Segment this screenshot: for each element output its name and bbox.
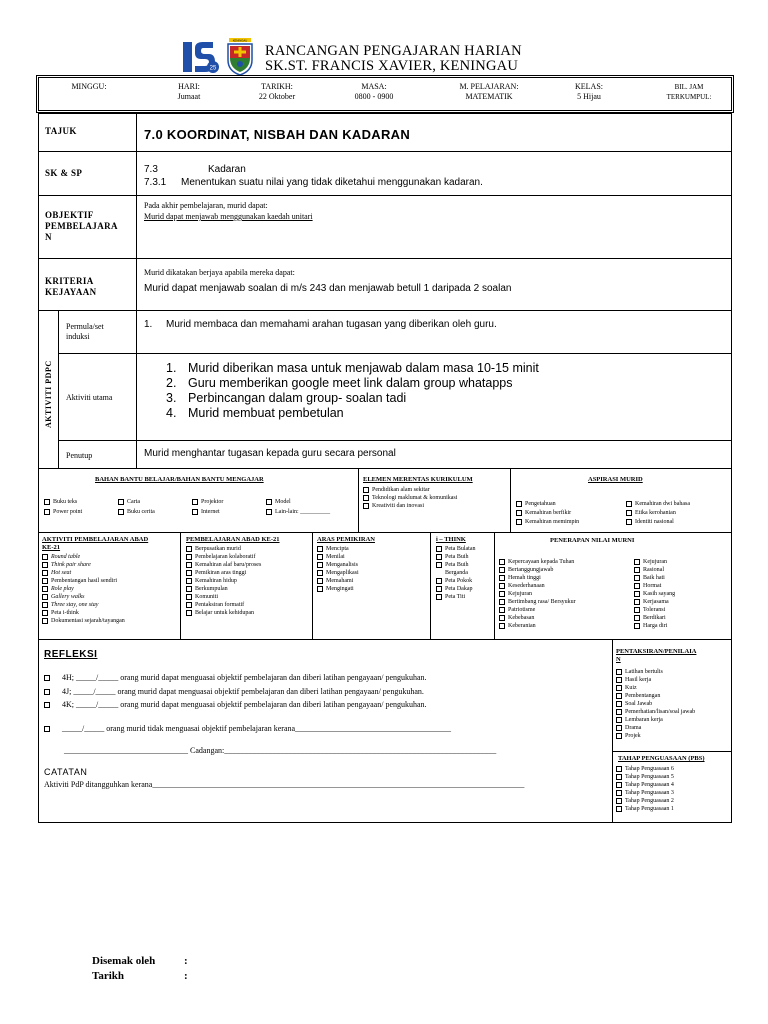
permulaan-label-line-2: induksi: [66, 332, 90, 341]
tajuk-label: TAJUK: [45, 126, 77, 136]
bbm-list: [44, 498, 354, 516]
pentaksiran-title: [616, 648, 696, 664]
minggu-cell: [59, 82, 119, 92]
meta-row: [38, 77, 732, 111]
pentaksiran-item[interactable]: Kuiz: [616, 684, 695, 692]
school-crest: [225, 38, 255, 76]
tarikh-cell: [247, 82, 307, 102]
nilai-item[interactable]: Kerjasama: [634, 598, 675, 606]
kelas-cell: [559, 82, 619, 102]
kriteria-intro: Murid dikatakan berjaya apabila mereka dapat:: [144, 268, 295, 277]
disemak-colon: :: [184, 955, 188, 967]
pentaksiran-item[interactable]: Soal Jawab: [616, 700, 695, 708]
aspirasi-item[interactable]: Etika kerohanian: [626, 509, 726, 517]
catatan-label: CATATAN: [44, 767, 88, 777]
ithink-title: i – THINK: [436, 536, 466, 543]
nilai-title: PENERAPAN NILAI MURNI: [550, 537, 635, 544]
tp-item[interactable]: Tahap Penguasaan 1: [616, 805, 674, 813]
pentaksiran-list: [616, 668, 695, 740]
pentaksiran-title-line-2: N: [616, 656, 621, 663]
nilai-right-list: [634, 558, 675, 630]
nilai-item[interactable]: Kejujuran: [499, 590, 576, 598]
hari-value: Jumaat: [177, 92, 201, 101]
penutup-text: Murid menghantar tugasan kepada guru secara personal: [144, 448, 396, 459]
aspirasi-item[interactable]: Kemahiran dwi bahasa: [626, 500, 726, 508]
nilai-left-list: [499, 558, 576, 630]
emk-title: ELEMEN MERENTAS KURIKULUM: [363, 476, 473, 483]
abad21-activity-item[interactable]: Gallery walks: [42, 593, 125, 601]
ithink-item[interactable]: Peta Titi: [436, 593, 476, 601]
aras-list: [317, 545, 359, 593]
pentaksiran-title-line-1: PENTAKSIRAN/PENILAIA: [616, 648, 697, 655]
abad21-activity-item[interactable]: Dokumentasi sejarah/tayangan: [42, 617, 125, 625]
tp-item[interactable]: Tahap Penguasaan 3: [616, 789, 674, 797]
emk-item[interactable]: Kreativiti dan inovasi: [363, 502, 457, 510]
aktiviti-utama-item: [166, 361, 539, 376]
kriteria-label-line-2: KEJAYAAN: [45, 287, 97, 297]
hari-cell: [159, 82, 219, 102]
sp-text: Menentukan suatu nilai yang tidak diketahui menggunakan kadaran.: [181, 177, 483, 188]
nilai-item[interactable]: Kebebasan: [499, 614, 576, 622]
aras-item[interactable]: Menilai: [317, 553, 359, 561]
tarikh-label: TARIKH:: [261, 82, 293, 91]
sksp-label: SK & SP: [45, 168, 83, 178]
nilai-item[interactable]: Rasional: [634, 566, 675, 574]
item-text: Guru memberikan google meet link dalam group whatapps: [188, 376, 513, 390]
minggu-label: MINGGU:: [71, 82, 107, 91]
nilai-item[interactable]: Kejujuran: [634, 558, 675, 566]
aspirasi-item[interactable]: Kemahiran memimpin: [516, 518, 626, 526]
abad21-activity-list: [42, 553, 125, 625]
tp-item[interactable]: Tahap Penguasaan 5: [616, 773, 674, 781]
aras-item[interactable]: Mengaplikasi: [317, 569, 359, 577]
pentaksiran-item[interactable]: Lembaran kerja: [616, 716, 695, 724]
disemak-label: Disemak oleh: [92, 955, 156, 967]
nilai-item[interactable]: Hemah tinggi: [499, 574, 576, 582]
nilai-item[interactable]: Baik hati: [634, 574, 675, 582]
permulaan-label: [66, 322, 104, 342]
abad21-item[interactable]: Belajar untuk kehidupan: [186, 609, 261, 617]
kriteria-label: [45, 276, 97, 298]
permulaan-number: 1.: [144, 319, 153, 330]
page-title-line-2: SK.ST. FRANCIS XAVIER, KENINGAU: [265, 58, 518, 74]
abad21-list: [186, 545, 261, 617]
abad21-activity-title-line-2: KE-21: [42, 544, 61, 551]
ithink-item[interactable]: Peta Buih: [436, 561, 476, 569]
aktiviti-utama-item: [166, 376, 539, 391]
abad21-item[interactable]: Pentaksiran formatif: [186, 601, 261, 609]
nilai-item[interactable]: Berdikari: [634, 614, 675, 622]
item-number: 2.: [166, 376, 177, 390]
permulaan-text: Murid membaca dan memahami arahan tugasan yang diberikan oleh guru.: [166, 319, 497, 330]
abad21-activity-title: [42, 536, 148, 552]
masa-value: 0800 - 0900: [354, 92, 394, 101]
aspirasi-item[interactable]: Pengetahuan: [516, 500, 626, 508]
bbm-item[interactable]: Buku cerita: [118, 508, 192, 516]
abad21-activity-item[interactable]: Pembentangan hasil sendiri: [42, 577, 125, 585]
aras-item[interactable]: Memahami: [317, 577, 359, 585]
pentaksiran-item[interactable]: Projek: [616, 732, 695, 740]
bil-jam-label: BIL. JAM: [674, 83, 704, 91]
abad21-item[interactable]: Pembelajaran kolaboratif: [186, 553, 261, 561]
pentaksiran-item[interactable]: Latihan bertulis: [616, 668, 695, 676]
bbm-item[interactable]: Carta: [118, 498, 192, 506]
cadangan-line[interactable]: _______________________________ Cadangan:____________________________________________________________________: [64, 746, 497, 755]
refleksi-line[interactable]: 4H; _____/_____ orang murid dapat menguasai objektif pembelajaran dan diberi latihan pengayaan/ pengukuhan.: [44, 673, 427, 683]
emk-item[interactable]: Pendidikan alam sekitar: [363, 486, 457, 494]
nilai-item[interactable]: Kasih sayang: [634, 590, 675, 598]
nilai-item[interactable]: Harga diri: [634, 622, 675, 630]
abad21-item[interactable]: Komuniti: [186, 593, 261, 601]
objektif-label-line-1: OBJEKTIF: [45, 210, 94, 220]
item-number: 4.: [166, 406, 177, 420]
aktiviti-side-label: AKTIVITI PDPC: [44, 360, 53, 428]
masa-label: MASA:: [361, 82, 387, 91]
kriteria-label-line-1: KRITERIA: [45, 276, 94, 286]
hari-label: HARI:: [178, 82, 200, 91]
aspirasi-item[interactable]: Identiti nasional: [626, 518, 726, 526]
bbm-item[interactable]: Power point: [44, 508, 118, 516]
refleksi-title: REFLEKSI: [44, 649, 98, 660]
objektif-label-line-2: PEMBELAJARA: [45, 221, 118, 231]
abad21-activity-item[interactable]: Role play: [42, 585, 125, 593]
emk-list: [363, 486, 457, 510]
objektif-label: [45, 210, 118, 243]
item-number: 1.: [166, 361, 177, 375]
sk-number: 7.3: [144, 164, 158, 175]
pentaksiran-item[interactable]: Hasil kerja: [616, 676, 695, 684]
aktiviti-utama-item: [166, 391, 539, 406]
aspirasi-title: ASPIRASI MURID: [588, 476, 643, 483]
nilai-item[interactable]: Toleransi: [634, 606, 675, 614]
tp-list: [616, 765, 674, 813]
terkumpul-label: TERKUMPUL:: [666, 93, 712, 101]
page-title-line-1: RANCANGAN PENGAJARAN HARIAN: [265, 43, 522, 59]
aras-title: ARAS PEMIKIRAN: [317, 536, 375, 543]
abad21-item[interactable]: Kemahiran hidup: [186, 577, 261, 585]
aspirasi-list: [516, 500, 726, 526]
kelas-label: KELAS:: [575, 82, 603, 91]
mata-pelajaran-label: M. PELAJARAN:: [459, 82, 519, 91]
objektif-value: Murid dapat menjawab menggunakan kaedah unitari: [144, 212, 313, 221]
abad21-activity-item[interactable]: Round table: [42, 553, 125, 561]
abad21-item[interactable]: Berkumpulan: [186, 585, 261, 593]
penutup-label: Penutup: [66, 451, 93, 460]
mata-pelajaran-cell: [449, 82, 529, 102]
tp-title: TAHAP PENGUASAAN (PBS): [618, 755, 705, 762]
abad21-activity-item[interactable]: Peta i-think: [42, 609, 125, 617]
item-number: 3.: [166, 391, 177, 405]
bbm-item[interactable]: Lain-lain: __________: [266, 508, 354, 516]
crest-motto: KENINGAU: [232, 38, 248, 43]
item-text: Perbincangan dalam group- soalan tadi: [188, 391, 407, 405]
ithink-item-continuation: Berganda: [445, 570, 468, 576]
tp-item[interactable]: Tahap Penguasaan 2: [616, 797, 674, 805]
kelas-value: 5 Hijau: [577, 92, 601, 101]
nilai-item[interactable]: Keberanian: [499, 622, 576, 630]
school-logo: [183, 40, 221, 74]
refleksi-line[interactable]: 4K; _____/_____ orang murid dapat menguasai objektif pembelajaran dan diberi latihan pengayaan/ pengukuhan.: [44, 700, 427, 710]
nilai-item[interactable]: Patriotisme: [499, 606, 576, 614]
masa-cell: [339, 82, 409, 102]
abad21-item[interactable]: Kemahiran alaf baru/proses: [186, 561, 261, 569]
refleksi-tidak-line[interactable]: _____/_____ orang murid tidak menguasai objektif pembelajaran kerana_______________________________________: [44, 724, 451, 734]
abad21-activity-title-line-1: AKTIVITI PEMBELAJARAN ABAD: [42, 536, 149, 543]
mata-pelajaran-value: MATEMATIK: [465, 92, 513, 101]
logo-number: 25: [209, 65, 217, 72]
aspirasi-item[interactable]: Kemahiran berfikir: [516, 509, 626, 517]
bbm-item[interactable]: Projektor: [192, 498, 266, 506]
nilai-item[interactable]: Bertanggungjawab: [499, 566, 576, 574]
ditangguh-line[interactable]: Aktiviti PdP ditangguhkan kerana_____________________________________________________________________________________________: [44, 780, 525, 789]
kriteria-value: Murid dapat menjawab soalan di m/s 243 dan menjawab betull 1 daripada 2 soalan: [144, 283, 512, 294]
ithink-item[interactable]: Peta Pokok: [436, 577, 476, 585]
pentaksiran-item[interactable]: Pemerhatian/lisan/soal jawab: [616, 708, 695, 716]
sk-text: Kadaran: [208, 164, 246, 175]
tp-item[interactable]: Tahap Penguasaan 4: [616, 781, 674, 789]
tarikh-value: 22 Oktober: [258, 92, 296, 101]
tajuk-value: 7.0 KOORDINAT, NISBAH DAN KADARAN: [144, 127, 411, 142]
aras-item[interactable]: Mencipta: [317, 545, 359, 553]
sp-number: 7.3.1: [144, 177, 167, 188]
abad21-activity-item[interactable]: Three stay, one stay: [42, 601, 125, 609]
bbm-item[interactable]: Model: [266, 498, 354, 506]
bbm-title: BAHAN BANTU BELAJAR/BAHAN BANTU MENGAJAR: [95, 476, 264, 483]
abad21-activity-item[interactable]: Think pair share: [42, 561, 125, 569]
tarikh-footer-colon: :: [184, 970, 188, 982]
aktiviti-utama-item: [166, 406, 539, 421]
abad21-activity-item[interactable]: Hot seat: [42, 569, 125, 577]
aktiviti-utama-label: Aktiviti utama: [66, 393, 113, 402]
permulaan-label-line-1: Permula/set: [66, 322, 104, 331]
nilai-item[interactable]: Kepercayaan kepada Tuhan: [499, 558, 576, 566]
bbm-item[interactable]: Internet: [192, 508, 266, 516]
aras-item[interactable]: Menganalisis: [317, 561, 359, 569]
objektif-label-line-3: N: [45, 232, 52, 242]
ithink-item[interactable]: Peta Dakap: [436, 585, 476, 593]
bil-jam-cell: [649, 82, 729, 102]
nilai-item[interactable]: Kesederhanaan: [499, 582, 576, 590]
pentaksiran-item[interactable]: Pembentangan: [616, 692, 695, 700]
tp-item[interactable]: Tahap Penguasaan 6: [616, 765, 674, 773]
ithink-list: [436, 545, 476, 601]
item-text: Murid membuat pembetulan: [188, 406, 344, 420]
tarikh-footer-label: Tarikh: [92, 970, 125, 982]
abad21-title: PEMBELAJARAN ABAD KE-21: [186, 536, 280, 543]
bbm-item[interactable]: Buku teks: [44, 498, 118, 506]
ithink-item[interactable]: Peta Buih: [436, 553, 476, 561]
abad21-item[interactable]: Pemikiran aras tinggi: [186, 569, 261, 577]
nilai-item[interactable]: Hormat: [634, 582, 675, 590]
refleksi-line[interactable]: 4J; _____/_____ orang murid dapat menguasai objektif pembelajaran dan diberi latihan pengayaan/ pengukuhan.: [44, 687, 424, 697]
abad21-item[interactable]: Berpusatkan murid: [186, 545, 261, 553]
emk-item[interactable]: Teknologi maklumat & komunikasi: [363, 494, 457, 502]
objektif-intro: Pada akhir pembelajaran, murid dapat:: [144, 201, 268, 210]
item-text: Murid diberikan masa untuk menjawab dalam masa 10-15 minit: [188, 361, 539, 375]
aktiviti-utama-list: [166, 361, 539, 421]
nilai-item[interactable]: Bertimbang rasa/ Bersyukur: [499, 598, 576, 606]
ithink-item[interactable]: Peta Bulatan: [436, 545, 476, 553]
aras-item[interactable]: Mengingati: [317, 585, 359, 593]
pentaksiran-item[interactable]: Drama: [616, 724, 695, 732]
